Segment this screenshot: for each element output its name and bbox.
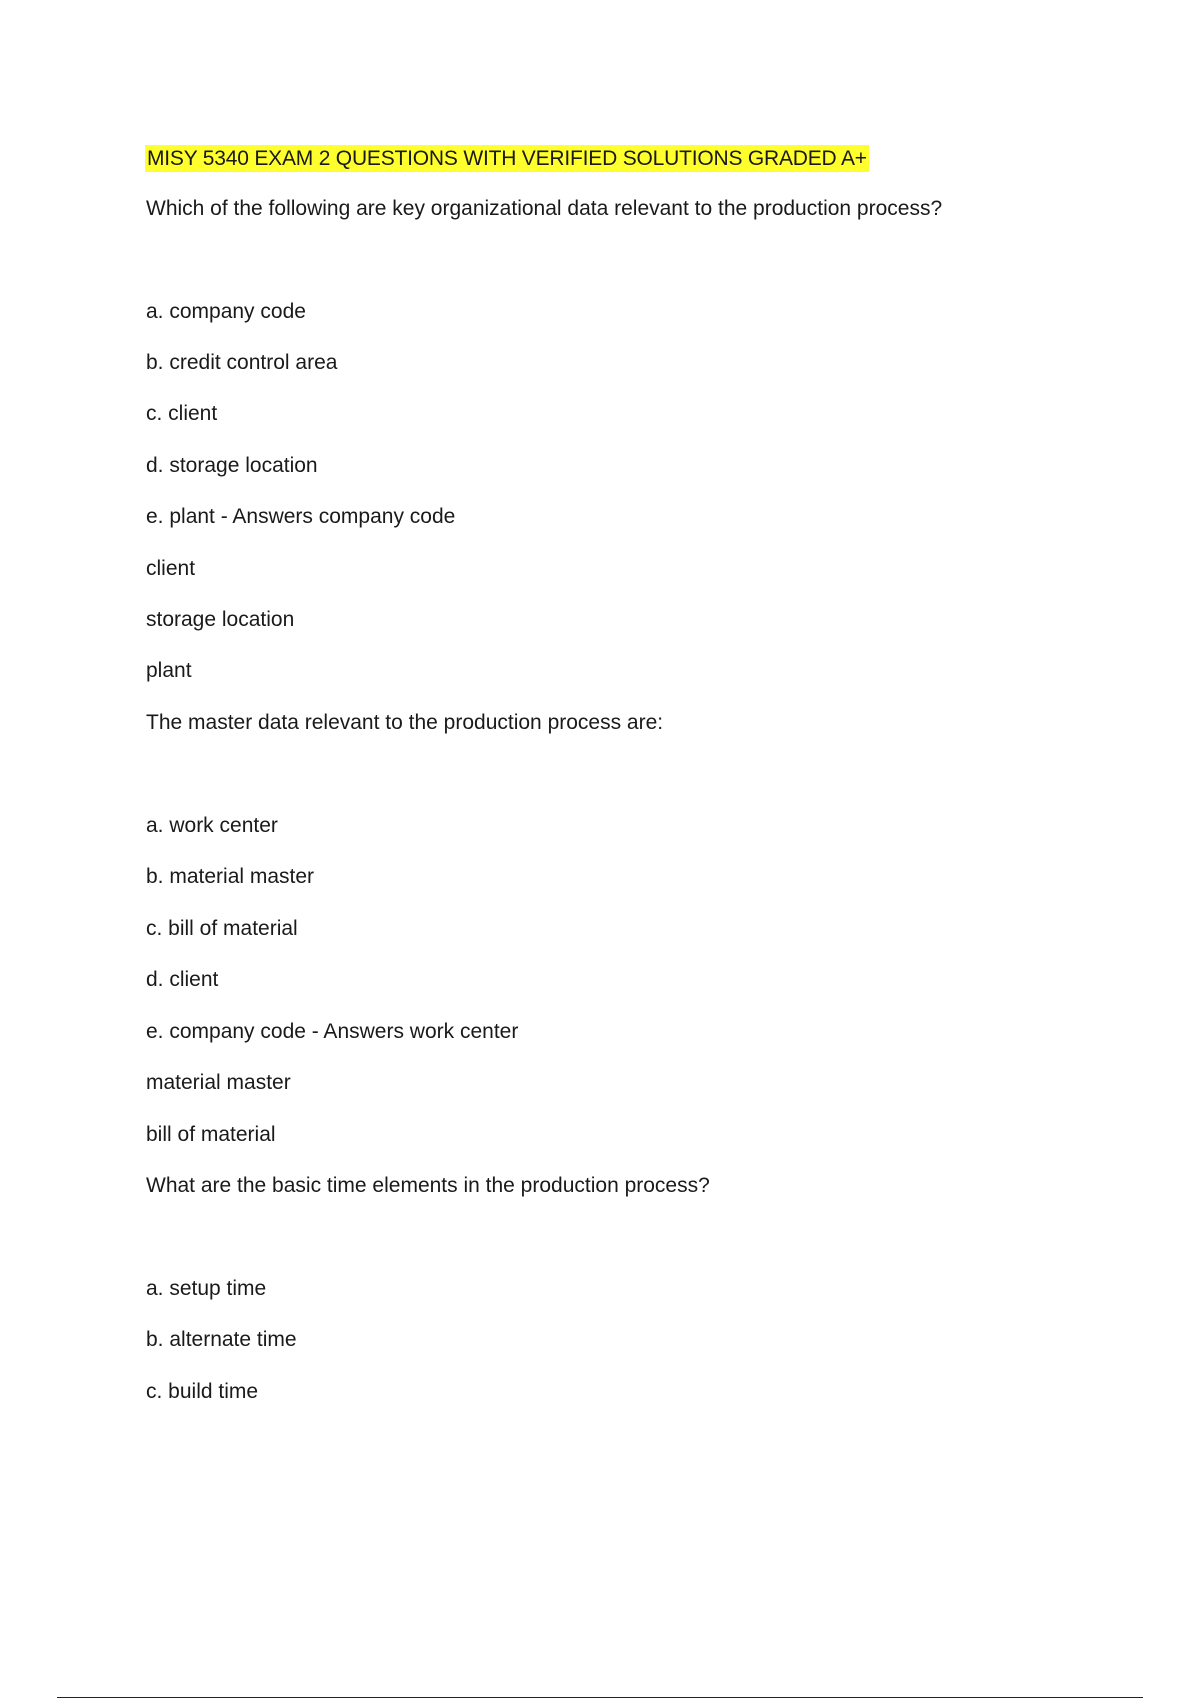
- question-1-option-d: d. storage location: [146, 454, 318, 477]
- question-1-prompt: Which of the following are key organizational data relevant to the production process?: [146, 197, 943, 220]
- question-3-prompt: What are the basic time elements in the production process?: [146, 1174, 710, 1197]
- question-2-answer-line: material master: [146, 1071, 291, 1094]
- question-1-option-e: e. plant - Answers company code: [146, 505, 456, 528]
- question-2-option-a: a. work center: [146, 814, 278, 837]
- question-2-option-e: e. company code - Answers work center: [146, 1020, 519, 1043]
- question-2-prompt: The master data relevant to the production process are:: [146, 711, 664, 734]
- question-1-answer-line: plant: [146, 659, 192, 682]
- document-title: MISY 5340 EXAM 2 QUESTIONS WITH VERIFIED SOLUTIONS GRADED A+: [147, 147, 867, 170]
- question-1-answer-line: storage location: [146, 608, 295, 631]
- question-3-option-b: b. alternate time: [146, 1328, 297, 1351]
- question-1-option-c: c. client: [146, 402, 218, 425]
- question-2-option-b: b. material master: [146, 865, 315, 888]
- question-3-option-c: c. build time: [146, 1380, 259, 1403]
- footer-divider: [57, 1697, 1143, 1698]
- question-1-option-a: a. company code: [146, 300, 306, 323]
- question-1-option-b: b. credit control area: [146, 351, 338, 374]
- question-2-option-d: d. client: [146, 968, 219, 991]
- question-3-option-a: a. setup time: [146, 1277, 267, 1300]
- question-2-answer-line: bill of material: [146, 1123, 276, 1146]
- question-2-option-c: c. bill of material: [146, 917, 298, 940]
- question-1-answer-line: client: [146, 557, 196, 580]
